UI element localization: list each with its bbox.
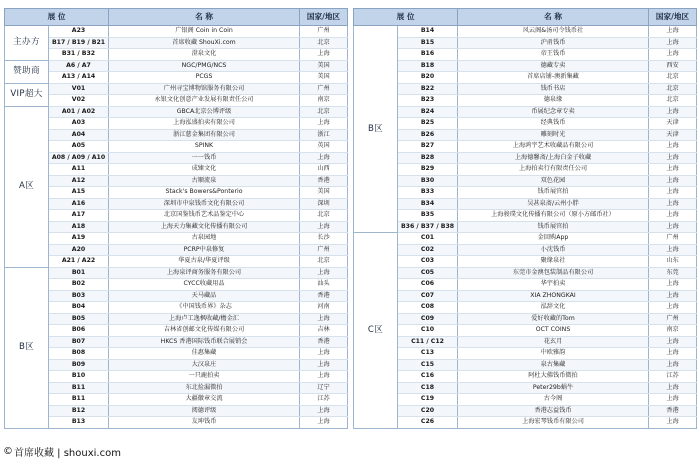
exhibitor-name: 大疆徽章交流 xyxy=(109,394,300,406)
region-cell: 上海 xyxy=(300,371,348,383)
table-row xyxy=(354,244,697,256)
booth-code: B04 xyxy=(49,302,109,314)
booth-code: C20 xyxy=(398,405,458,417)
booth-code: A6 / A7 xyxy=(49,60,109,72)
table-row xyxy=(5,129,348,141)
region-cell: 上海 xyxy=(649,336,697,348)
exhibitor-name: 北京国鉴钱币艺术品鉴定中心 xyxy=(109,210,300,222)
exhibitor-name: 吴甚泉斋/云州小胖 xyxy=(458,198,649,210)
exhibitor-name: 经典钱币 xyxy=(458,118,649,130)
region-cell: 上海 xyxy=(649,417,697,429)
table-row xyxy=(5,26,348,38)
booth-code: A17 xyxy=(49,210,109,222)
booth-code: B29 xyxy=(398,164,458,176)
zone-header: 展 位 xyxy=(5,9,109,26)
exhibitor-name: HKCS 香港国际钱币联合展销会 xyxy=(109,336,300,348)
name-header: 名 称 xyxy=(458,9,649,26)
booth-code: A23 xyxy=(49,26,109,38)
region-cell: 天津 xyxy=(649,129,697,141)
copyright-icon: © xyxy=(3,445,13,457)
region-cell: 汕头 xyxy=(300,279,348,291)
booth-code: B03 xyxy=(49,290,109,302)
region-cell: 上海 xyxy=(300,359,348,371)
booth-code: B28 xyxy=(398,152,458,164)
table-row xyxy=(5,394,348,406)
booth-code: A04 xyxy=(49,129,109,141)
table-row xyxy=(5,279,348,291)
region-cell: 上海 xyxy=(649,187,697,199)
table-row xyxy=(5,313,348,325)
exhibitor-name: 花玄月 xyxy=(458,336,649,348)
region-cell: 吉林 xyxy=(300,325,348,337)
table-row xyxy=(354,118,697,130)
booth-code: C16 xyxy=(398,371,458,383)
table-row xyxy=(5,256,348,268)
table-row xyxy=(354,325,697,337)
table-row xyxy=(354,83,697,95)
zone-group-label: B区 xyxy=(354,26,398,233)
table-row xyxy=(5,106,348,118)
booth-code: C19 xyxy=(398,394,458,406)
region-cell: 深圳 xyxy=(300,198,348,210)
region-cell: 北京 xyxy=(300,210,348,222)
table-row xyxy=(5,405,348,417)
exhibitor-name: 华宇拍卖 xyxy=(458,279,649,291)
exhibitor-name: 大汉泉庄 xyxy=(109,359,300,371)
region-cell: 上海 xyxy=(649,49,697,61)
table-row xyxy=(354,210,697,222)
booth-code: C15 xyxy=(398,359,458,371)
region-cell: 北京 xyxy=(300,256,348,268)
region-cell: 上海 xyxy=(300,118,348,130)
table-row xyxy=(5,244,348,256)
booth-code: B22 xyxy=(398,83,458,95)
exhibitor-name: 友坤钱币 xyxy=(109,417,300,429)
region-cell: 上海 xyxy=(300,348,348,360)
region-cell: 美国 xyxy=(300,72,348,84)
booth-code: B05 xyxy=(49,313,109,325)
table-row xyxy=(5,37,348,49)
table-row xyxy=(354,359,697,371)
exhibitor-name: 德藏专卖 xyxy=(458,60,649,72)
table-row xyxy=(5,290,348,302)
booth-code: B25 xyxy=(398,118,458,130)
region-cell: 香港 xyxy=(300,290,348,302)
table-row xyxy=(5,95,348,107)
exhibitor-name: PCGS xyxy=(109,72,300,84)
booth-code: A05 xyxy=(49,141,109,153)
table-row xyxy=(5,118,348,130)
booth-code: A01 / A02 xyxy=(49,106,109,118)
region-cell: 广州 xyxy=(300,244,348,256)
booth-code: A16 xyxy=(49,198,109,210)
booth-code: B13 xyxy=(49,417,109,429)
exhibitor-name: 上海宏琴钱币有限公司 xyxy=(458,417,649,429)
region-cell: 上海 xyxy=(300,152,348,164)
booth-code: A15 xyxy=(49,187,109,199)
footer-watermark xyxy=(3,443,203,459)
exhibitor-name: 钱币展官拍 xyxy=(458,221,649,233)
table-row xyxy=(354,129,697,141)
exhibitor-name: 阅德评级 xyxy=(109,405,300,417)
table-row xyxy=(5,371,348,383)
region-cell: 上海 xyxy=(300,313,348,325)
exhibitor-name: Peter29b蜗牛 xyxy=(458,382,649,394)
region-cell: 东莞 xyxy=(649,267,697,279)
table-row xyxy=(5,267,348,279)
region-cell: 长沙 xyxy=(300,233,348,245)
booth-code: A21 / A22 xyxy=(49,256,109,268)
exhibitor-name: 永银文化创意产业发展有限责任公司 xyxy=(109,95,300,107)
region-cell: 南京 xyxy=(649,325,697,337)
region-cell: 上海 xyxy=(300,417,348,429)
region-cell: 河南 xyxy=(300,302,348,314)
region-cell: 美国 xyxy=(300,187,348,199)
booth-code: C01 xyxy=(398,233,458,245)
region-cell: 广州 xyxy=(649,233,697,245)
exhibitor-name: 钱币书店 xyxy=(458,83,649,95)
region-cell: 上海 xyxy=(300,221,348,233)
region-cell: 上海 xyxy=(649,152,697,164)
booth-code: V01 xyxy=(49,83,109,95)
table-row xyxy=(354,72,697,84)
exhibitor-name: 金回购App xyxy=(458,233,649,245)
booth-code: C10 xyxy=(398,325,458,337)
region-cell: 上海 xyxy=(649,382,697,394)
exhibitor-name: 中欧雅韵 xyxy=(458,348,649,360)
exhibitor-name: 香港志益钱币 xyxy=(458,405,649,417)
table-row xyxy=(354,26,697,38)
exhibitor-name: 成臻文化 xyxy=(109,164,300,176)
region-cell: 广州 xyxy=(649,313,697,325)
table-row xyxy=(354,175,697,187)
exhibitor-name: 聚缘泉社 xyxy=(458,256,649,268)
booth-code: C13 xyxy=(398,348,458,360)
table-row xyxy=(354,405,697,417)
table-row xyxy=(5,141,348,153)
region-cell: 西安 xyxy=(649,60,697,72)
booth-code: B35 xyxy=(398,210,458,222)
booth-code: B30 xyxy=(398,175,458,187)
table-row xyxy=(5,175,348,187)
table-row xyxy=(354,371,697,383)
booth-code: B14 xyxy=(398,26,458,38)
exhibitor-name: 钱币展官拍 xyxy=(458,187,649,199)
booth-code: B11 xyxy=(49,382,109,394)
exhibitor-name: 《中国钱币界》杂志 xyxy=(109,302,300,314)
exhibitor-name: XIA ZHONGKAI xyxy=(458,290,649,302)
name-header: 名 称 xyxy=(109,9,300,26)
table-row xyxy=(354,37,697,49)
table-row xyxy=(5,210,348,222)
table-row xyxy=(5,198,348,210)
booth-code: A18 xyxy=(49,221,109,233)
region-cell: 上海 xyxy=(300,405,348,417)
exhibitor-name: 沪甬钱币 xyxy=(458,37,649,49)
exhibitor-name: 阿杜大佛钱币微拍 xyxy=(458,371,649,383)
region-cell: 上海 xyxy=(649,210,697,222)
region-cell: 上海 xyxy=(649,394,697,406)
table-row xyxy=(5,417,348,429)
booth-code: C18 xyxy=(398,382,458,394)
region-cell: 上海 xyxy=(649,141,697,153)
exhibitor-name: 浙江慈金集团有限公司 xyxy=(109,129,300,141)
booth-code: B24 xyxy=(398,106,458,118)
exhibitor-name: 古今阁 xyxy=(458,394,649,406)
exhibitor-name: 上海拍卖行有限责任公司 xyxy=(458,164,649,176)
table-row xyxy=(5,152,348,164)
table-row xyxy=(5,348,348,360)
booth-code: B06 xyxy=(49,325,109,337)
table-row xyxy=(5,187,348,199)
table-row xyxy=(354,233,697,245)
zone-header: 展 位 xyxy=(354,9,458,26)
region-cell: 上海 xyxy=(649,348,697,360)
region-cell: 浙江 xyxy=(300,129,348,141)
table-row xyxy=(354,417,697,429)
exhibitor-name: 爱好收藏的Tom xyxy=(458,313,649,325)
footer-text: 首席收藏 | shouxi.com xyxy=(14,447,121,459)
booth-code: A13 / A14 xyxy=(49,72,109,84)
exhibitor-name: 古泉园地 xyxy=(109,233,300,245)
exhibitor-name: 古顺流泉 xyxy=(109,175,300,187)
region-cell: 上海 xyxy=(649,302,697,314)
booth-code: B27 xyxy=(398,141,458,153)
exhibitor-name: SPINK xyxy=(109,141,300,153)
table-row xyxy=(5,336,348,348)
region-cell: 上海 xyxy=(649,359,697,371)
table-row xyxy=(5,83,348,95)
exhibitor-name: NGC/PMG/NCS xyxy=(109,60,300,72)
region-cell: 香港 xyxy=(300,336,348,348)
region-header: 国家/地区 xyxy=(300,9,348,26)
booth-code: B20 xyxy=(398,72,458,84)
table-row xyxy=(354,256,697,268)
exhibitor-name: 上海泉评商务服务有限公司 xyxy=(109,267,300,279)
booth-code: B11 xyxy=(49,394,109,406)
table-row xyxy=(354,267,697,279)
table-row xyxy=(354,152,697,164)
zone-group-label: VIP超大 xyxy=(5,83,49,106)
booth-code: C02 xyxy=(398,244,458,256)
table-row xyxy=(5,164,348,176)
booth-code: B36 / B37 / B38 xyxy=(398,221,458,233)
region-cell: 上海 xyxy=(649,37,697,49)
exhibitor-name: 雕刻时光 xyxy=(458,129,649,141)
booth-code: B34 xyxy=(398,198,458,210)
table-row xyxy=(354,221,697,233)
booth-code: B18 xyxy=(398,60,458,72)
region-cell: 英国 xyxy=(300,141,348,153)
table-row xyxy=(5,60,348,72)
region-cell: 北京 xyxy=(649,83,697,95)
region-header: 国家/地区 xyxy=(649,9,697,26)
table-row xyxy=(354,198,697,210)
region-cell: 山西 xyxy=(300,164,348,176)
region-cell: 上海 xyxy=(649,175,697,187)
exhibitor-name: 东莞市金澳包装制品有限公司 xyxy=(458,267,649,279)
region-cell: 上海 xyxy=(649,106,697,118)
exhibitor-name: 澄泉文化 xyxy=(109,49,300,61)
table-row xyxy=(354,382,697,394)
region-cell: 广州 xyxy=(300,83,348,95)
exhibitor-name: 双色花园 xyxy=(458,175,649,187)
table-row xyxy=(5,302,348,314)
booth-code: A11 xyxy=(49,164,109,176)
zone-group-label: 主办方 xyxy=(5,26,49,61)
table-row xyxy=(354,279,697,291)
booth-code: C05 xyxy=(398,267,458,279)
exhibitor-name: 泉古集藏 xyxy=(458,359,649,371)
left-exhibitor-table xyxy=(4,8,348,429)
region-cell: 北京 xyxy=(649,72,697,84)
booth-code: C09 xyxy=(398,313,458,325)
booth-code: C26 xyxy=(398,417,458,429)
region-cell: 北京 xyxy=(300,37,348,49)
exhibitor-name: 华夏古泉/华夏评级 xyxy=(109,256,300,268)
exhibitor-name: 上海天力集藏文化传播有限公司 xyxy=(109,221,300,233)
exhibitor-name: 上海德馨斋/上海白金子收藏 xyxy=(458,152,649,164)
exhibitor-name: 风云阁&汤司令钱币社 xyxy=(458,26,649,38)
exhibitor-name: PCRP中泉修复 xyxy=(109,244,300,256)
exhibitor-name: 上海骏璞文化传播有限公司（原小方邮币社） xyxy=(458,210,649,222)
exhibitor-name: 天马藏品 xyxy=(109,290,300,302)
table-row xyxy=(5,49,348,61)
booth-code: C08 xyxy=(398,302,458,314)
booth-code: B09 xyxy=(49,359,109,371)
exhibitor-name: 东北捡漏微拍 xyxy=(109,382,300,394)
exhibitor-name: 帝王钱币 xyxy=(458,49,649,61)
booth-code: V02 xyxy=(49,95,109,107)
table-row xyxy=(354,290,697,302)
exhibitor-name: 泓辞文化 xyxy=(458,302,649,314)
zone-group-label: A区 xyxy=(5,106,49,267)
region-cell: 辽宁 xyxy=(300,382,348,394)
table-row xyxy=(5,72,348,84)
table-row xyxy=(354,313,697,325)
table-row xyxy=(5,221,348,233)
region-cell: 上海 xyxy=(649,164,697,176)
exhibitor-name: 吉林省创邮文化传媒有限公司 xyxy=(109,325,300,337)
region-cell: 美国 xyxy=(300,60,348,72)
exhibitor-name: CYCC收藏用品 xyxy=(109,279,300,291)
region-cell: 山东 xyxy=(649,256,697,268)
booth-code: B16 xyxy=(398,49,458,61)
table-row xyxy=(5,233,348,245)
table-row xyxy=(5,382,348,394)
exhibitor-name: 首席店铺-澳新集藏 xyxy=(458,72,649,84)
booth-code: C11 / C12 xyxy=(398,336,458,348)
exhibitor-name: 佳惠集藏 xyxy=(109,348,300,360)
booth-code: B08 xyxy=(49,348,109,360)
region-cell: 江苏 xyxy=(300,394,348,406)
exhibitor-name: 深圳市中泉钱币文化有限公司 xyxy=(109,198,300,210)
exhibitor-name: OCT COINS xyxy=(458,325,649,337)
booth-code: B10 xyxy=(49,371,109,383)
booth-code: A19 xyxy=(49,233,109,245)
region-cell: 上海 xyxy=(649,26,697,38)
zone-group-label: 赞助商 xyxy=(5,60,49,83)
table-row xyxy=(354,302,697,314)
region-cell: 香港 xyxy=(300,175,348,187)
exhibitor-name: 一一钱币 xyxy=(109,152,300,164)
exhibitor-name: Stack's Bowers&Ponterio xyxy=(109,187,300,199)
table-row xyxy=(5,359,348,371)
exhibitor-name: 广银阁 Coin in Coin xyxy=(109,26,300,38)
region-cell: 上海 xyxy=(649,221,697,233)
booth-code: A20 xyxy=(49,244,109,256)
booth-code: C03 xyxy=(398,256,458,268)
table-row xyxy=(354,394,697,406)
booth-code: B31 / B32 xyxy=(49,49,109,61)
exhibitor-name: 上海泓盛拍卖有限公司 xyxy=(109,118,300,130)
booth-code: B12 xyxy=(49,405,109,417)
table-row xyxy=(354,348,697,360)
exhibitor-name: 上海卢工逸枫收藏/檐金汇 xyxy=(109,313,300,325)
booth-code: B07 xyxy=(49,336,109,348)
exhibitor-name: 广州寻宝博物馆服务有限公司 xyxy=(109,83,300,95)
booth-code: B33 xyxy=(398,187,458,199)
region-cell: 广州 xyxy=(300,26,348,38)
table-row xyxy=(354,49,697,61)
table-row xyxy=(354,60,697,72)
exhibitor-name: 小沈钱币 xyxy=(458,244,649,256)
booth-code: C07 xyxy=(398,290,458,302)
table-row xyxy=(354,106,697,118)
booth-code: B01 xyxy=(49,267,109,279)
right-exhibitor-table xyxy=(353,8,697,429)
exhibitor-name: 一只鹿拍卖 xyxy=(109,371,300,383)
booth-code: B15 xyxy=(398,37,458,49)
region-cell: 香港 xyxy=(649,405,697,417)
zone-group-label: B区 xyxy=(5,267,49,428)
region-cell: 上海 xyxy=(649,244,697,256)
region-cell: 天津 xyxy=(649,118,697,130)
region-cell: 上海 xyxy=(300,267,348,279)
exhibitor-name: GBCA北京公博评级 xyxy=(109,106,300,118)
region-cell: 江苏 xyxy=(649,371,697,383)
zone-group-label: C区 xyxy=(354,233,398,429)
exhibitor-name: 首席收藏 ShouXi.com xyxy=(109,37,300,49)
table-row xyxy=(354,95,697,107)
booth-code: A03 xyxy=(49,118,109,130)
table-row xyxy=(354,336,697,348)
region-cell: 北京 xyxy=(649,95,697,107)
table-row xyxy=(354,187,697,199)
exhibitor-name: 币展纪念章专卖 xyxy=(458,106,649,118)
exhibitor-name: 上海鸿宇艺术收藏品有限公司 xyxy=(458,141,649,153)
booth-code: B17 / B19 / B21 xyxy=(49,37,109,49)
region-cell: 上海 xyxy=(649,290,697,302)
booth-code: C06 xyxy=(398,279,458,291)
table-row xyxy=(354,141,697,153)
region-cell: 上海 xyxy=(649,198,697,210)
booth-code: B02 xyxy=(49,279,109,291)
exhibitor-name: 德泉缘 xyxy=(458,95,649,107)
region-cell: 南京 xyxy=(300,95,348,107)
region-cell: 上海 xyxy=(300,49,348,61)
table-row xyxy=(354,164,697,176)
region-cell: 上海 xyxy=(649,279,697,291)
booth-code: A12 xyxy=(49,175,109,187)
region-cell: 北京 xyxy=(300,106,348,118)
table-row xyxy=(5,325,348,337)
booth-code: B23 xyxy=(398,95,458,107)
booth-code: A08 / A09 / A10 xyxy=(49,152,109,164)
booth-code: B26 xyxy=(398,129,458,141)
